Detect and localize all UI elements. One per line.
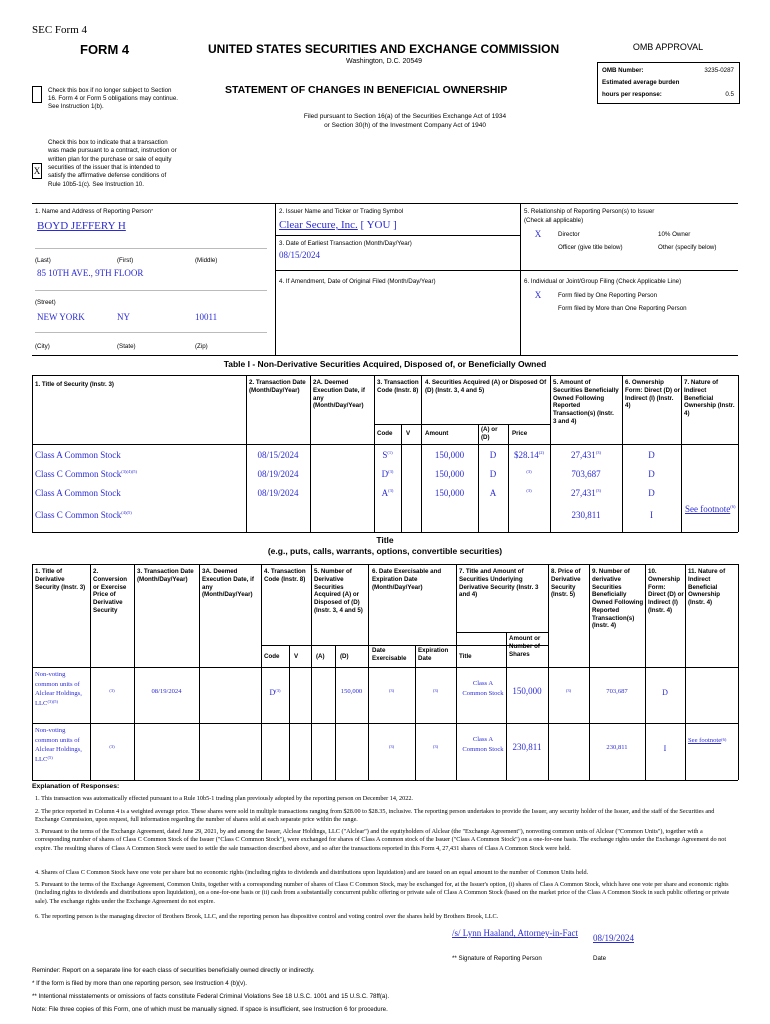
t1-h7: 7. Nature of Indirect Beneficial Ownership (Instr. 4) [684, 379, 735, 417]
footnote-ref: (1) [387, 450, 393, 455]
signature-name: /s/ Lynn Haaland, Attorney-in-Fact [452, 928, 578, 938]
derivative-price [548, 688, 589, 696]
omb-hours-label: hours per response: [602, 91, 662, 98]
owned-text: 27,431 [571, 488, 596, 498]
owned-text: 703,687 [571, 469, 601, 479]
reporting-person-name[interactable]: BOYD JEFFERY H [37, 220, 126, 232]
omb-number-label: OMB Number: [602, 67, 644, 74]
amount-owned [550, 469, 622, 480]
checkbox-section16[interactable] [32, 86, 42, 103]
table2-row [32, 726, 738, 778]
footnote-ref: (3) [388, 744, 395, 749]
box5-sub: (Check all applicable) [524, 217, 584, 224]
footnote-ref: (3) [565, 688, 572, 693]
table2-subtitle: (e.g., puts, calls, warrants, options, convertible securities) [267, 546, 503, 556]
signature-label: ** Signature of Reporting Person [452, 955, 542, 962]
derivative-title-text: Non-voting common units of Alclear Holdings, LLC [35, 727, 82, 763]
t1-h2a: 2A. Deemed Execution Date, if any (Month/Day/Year) [313, 379, 365, 410]
t2-h3a: 3A. Deemed Execution Date, if any (Month/Day/Year) [202, 568, 254, 599]
transaction-date: 08/19/2024 [257, 469, 299, 479]
omb-approval-title: OMB APPROVAL [632, 42, 704, 52]
reminder-1: Reminder: Report on a separate line for each class of securities beneficially owned directly or indirectly. [32, 967, 315, 974]
transaction-code [374, 450, 401, 461]
owned-text: 230,811 [571, 510, 601, 520]
t1-h3: 3. Transaction Code (Instr. 8) [377, 379, 419, 394]
t1-h2: 2. Transaction Date (Month/Day/Year) [249, 379, 306, 394]
ten-percent-owner-label: 10% Owner [658, 231, 691, 238]
box1-label: 1. Name and Address of Reporting Person* [35, 208, 154, 215]
footnote-ref: (3) [595, 488, 601, 493]
date-exercisable [368, 744, 415, 752]
t2-h6: 6. Date Exercisable and Expiration Date (Month/Day/Year) [372, 568, 442, 591]
first-label: (First) [117, 257, 134, 264]
t2-v: V [294, 653, 299, 660]
code-text: A [381, 488, 389, 498]
footnote-ref: (3) [109, 688, 115, 693]
security-title [35, 469, 137, 480]
box6-label: 6. Individual or Joint/Group Filing (Check Applicable Line) [524, 278, 682, 285]
checkbox-10b5-1-mark: X [33, 166, 41, 176]
earliest-transaction-date: 08/15/2024 [279, 250, 321, 260]
derivative-title [35, 670, 90, 708]
footnote-ref: (3) [432, 688, 439, 693]
table1-row [32, 504, 738, 526]
security-title-text: Class A Common Stock [35, 450, 121, 460]
city-label: (City) [35, 343, 50, 350]
reminder-3: ** Intentional misstatements or omissions of facts constitute Federal Criminal Violations See 18 U.S.C. 1001 and 15 U.S.C. 78ff(a). [32, 993, 390, 1000]
filed-pursuant-2: or Section 30(h) of the Investment Company Act of 1940 [324, 122, 486, 129]
underlying-amount: 150,000 [512, 686, 542, 696]
derivative-code [261, 688, 289, 698]
footnote-ref: (2) [538, 450, 544, 455]
t1-v: V [406, 430, 411, 437]
issuer-ticker[interactable]: Clear Secure, Inc. [ YOU ] [279, 219, 397, 231]
transaction-date: 08/15/2024 [257, 450, 299, 460]
t2-h10: 10. Ownership Form: Direct (D) or Indirect (I) (Instr. 4) [648, 568, 684, 614]
t1-ad: (A) or (D) [481, 426, 498, 441]
t2-h4: 4. Transaction Code (Instr. 8) [264, 568, 306, 583]
city-value: NEW YORK [37, 312, 85, 322]
transaction-code [374, 488, 401, 499]
t1-h5: 5. Amount of Securities Beneficially Owned Following Reported Transaction(s) (Instr. 3 and 4) [553, 379, 619, 425]
expiration-date [415, 744, 456, 752]
footnote-ref: (3)(5) [47, 698, 58, 704]
footnote-ref: (3) [388, 469, 394, 474]
form-title: FORM 4 [80, 42, 130, 57]
footnote-ref: (3)(4)(5) [121, 469, 138, 474]
filed-pursuant-1: Filed pursuant to Section 16(a) of the Securities Exchange Act of 1934 [303, 113, 507, 120]
more-reporting-label: Form filed by More than One Reporting Person [558, 305, 687, 312]
price-text: $28.14 [514, 450, 539, 460]
t2-amount-shares: Amount or Number of Shares [509, 635, 541, 658]
t2-h3: 3. Transaction Date (Month/Day/Year) [137, 568, 194, 583]
footnote-ref: (6) [730, 504, 736, 509]
table2-row [32, 670, 738, 722]
security-title [35, 450, 121, 461]
footnote-ref: (3) [595, 450, 601, 455]
omb-number: 3235-0287 [704, 67, 734, 74]
amount-owned [550, 450, 622, 461]
table2-title: Title [376, 535, 394, 545]
middle-label: (Middle) [195, 257, 218, 264]
nature-text[interactable]: See footnote [685, 504, 731, 514]
code-text: D [269, 688, 276, 697]
t2-h5: 5. Number of Derivative Securities Acquired (A) or Disposed of (D) (Instr. 3, 4 and 5) [314, 568, 363, 614]
t2-h1: 1. Title of Derivative Security (Instr. 3) [35, 568, 86, 591]
other-label: Other (specify below) [658, 244, 717, 251]
checkbox-section16-text: Check this box if no longer subject to Section 16. Form 4 or Form 5 obligations may continue. See Instruction 1(b). [48, 87, 178, 110]
amount: 150,000 [434, 488, 465, 498]
table1-row [32, 450, 738, 466]
ticker-symbol: YOU [366, 219, 391, 231]
underlying-amount: 230,811 [512, 742, 542, 752]
t2-title: Title [459, 653, 472, 660]
director-label: Director [558, 231, 580, 238]
derivative-title [35, 726, 90, 764]
director-mark[interactable]: X [534, 229, 542, 239]
t2-exp: Expiration Date [418, 647, 449, 662]
explanation-note: 1. This transaction was automatically effected pursuant to a Rule 10b5-1 trading plan previously adopted by the reporting person on December 14, 2022. [35, 795, 413, 802]
street-value: 85 10TH AVE., 9TH FLOOR [37, 268, 144, 278]
security-title [35, 488, 121, 499]
footnote-ref: (3) [526, 488, 532, 493]
underlying-title: Class A Common Stock [462, 736, 504, 753]
explanation-note: 4. Shares of Class C Common Stock have one vote per share but no economic rights (including rights to dividends and distributions upon liquidation) and are issued on an equal amount to the number of Common Units held. [35, 869, 589, 876]
nature-ownership[interactable] [685, 504, 737, 514]
last-label: (Last) [35, 257, 51, 264]
footnote-ref: (5) [47, 754, 53, 760]
box2-label: 2. Issuer Name and Ticker or Trading Symbol [279, 208, 404, 215]
footnote-ref: (6) [721, 737, 727, 742]
table1-title: Table I - Non-Derivative Securities Acquired, Disposed of, or Beneficially Owned [223, 359, 547, 369]
t1-h6: 6. Ownership Form: Direct (D) or Indirect (I) (Instr. 4) [625, 379, 681, 410]
derivative-disposed: 150,000 [340, 688, 363, 695]
box4-label: 4. If Amendment, Date of Original Filed (Month/Day/Year) [279, 278, 436, 285]
box3-label: 3. Date of Earliest Transaction (Month/Day/Year) [279, 240, 412, 247]
footnote-ref: (3) [388, 688, 395, 693]
zip-label: (Zip) [195, 343, 208, 350]
footnote-ref: (3) [526, 469, 532, 474]
checkbox-10b5-1[interactable] [32, 163, 42, 179]
street-label: (Street) [35, 299, 56, 306]
transaction-code [374, 469, 401, 480]
price [508, 469, 550, 480]
omb-hours: 0.5 [725, 91, 734, 98]
box5-label: 5. Relationship of Reporting Person(s) to Issuer [524, 208, 655, 215]
issuer-name[interactable]: Clear Secure, Inc. [279, 219, 358, 231]
ownership-form: D [648, 469, 655, 479]
t1-price: Price [512, 430, 528, 437]
t2-date-ex: Date Exercisable [372, 647, 407, 662]
commission-title: UNITED STATES SECURITIES AND EXCHANGE COMMISSION [208, 42, 560, 56]
footnote-ref: (3) [109, 744, 115, 749]
t2-h2: 2. Conversion or Exercise Price of Derivative Security [93, 568, 128, 614]
derivative-ownership-form: I [663, 744, 667, 753]
ownership-form: I [650, 510, 653, 520]
t2-h8: 8. Price of Derivative Security (Instr. 5) [551, 568, 581, 599]
date-exercisable [368, 688, 415, 696]
price [508, 450, 550, 461]
security-title-text: Class C Common Stock [35, 510, 122, 520]
derivative-nature[interactable] [688, 737, 738, 746]
t1-h4: 4. Securities Acquired (A) or Disposed Of (D) (Instr. 3, 4 and 5) [425, 379, 547, 394]
t1-h1: 1. Title of Security (Instr. 3) [35, 381, 114, 388]
price [508, 488, 550, 499]
t1-code: Code [377, 430, 393, 437]
ownership-form: D [648, 450, 655, 460]
table1-row [32, 469, 738, 485]
derivative-owned: 703,687 [606, 688, 628, 695]
t2-h9: 9. Number of derivative Securities Beneficially Owned Following Reported Transaction(s) (Instr. 4) [592, 568, 644, 630]
amount-owned [550, 488, 622, 499]
commission-city: Washington, D.C. 20549 [346, 58, 423, 65]
t2-a: (A) [316, 653, 325, 660]
explanation-note: 3. Pursuant to the terms of the Exchange Agreement, dated June 29, 2021, by and among the Issuer, Alclear Holdings, LLC ("Alclear") and the equityholders of Alclear (the "Exchange Agreement"), nonvoting common units of Alclear ("Common Units"), together with a corresponding number of shares of Class C Common Stock of the Issuer ("Class C Common Stock"), were exchanged for shares of Class A common stock of the Issuer ("Class A Common Stock") on a one-for-one basis. The exchange rights under the Exchange Agreement do not expire. The resulting shares of Class A Common Stock were used to settle the sale transaction described above, and so after the transactions reported in this Form 4, 27,431 shares of Class A Common Stock were held. [35, 828, 727, 852]
amount: 150,000 [434, 469, 465, 479]
state-value: NY [117, 312, 130, 322]
reminder-2: * If the form is filed by more than one reporting person, see Instruction 4 (b)(v). [32, 980, 247, 987]
omb-burden-label: Estimated average burden [602, 79, 680, 86]
security-title-text: Class A Common Stock [35, 488, 121, 498]
conversion-price [90, 688, 134, 696]
acquired-disposed: D [489, 450, 497, 460]
officer-label: Officer (give title below) [558, 244, 623, 251]
state-label: (State) [117, 343, 136, 350]
ownership-form: D [648, 488, 655, 498]
amount: 150,000 [434, 450, 465, 460]
sec-form-label: SEC Form 4 [32, 24, 88, 36]
explanation-note: 2. The price reported in Column 4 is a weighted average price. These shares were sold in multiple transactions ranging from $28.00 to $28.35, inclusive. The reporting person undertakes to provide the Issuer, any security holder of the Issuer, and the staff of the Securities and Exchange Commission, upon request, full information regarding the number of shares sold at each separate price within the range. [35, 808, 715, 824]
t1-amount: Amount [425, 430, 449, 437]
date-label: Date [593, 955, 607, 962]
reminder-4: Note: File three copies of this Form, one of which must be manually signed. If space is insufficient, see Instruction 6 for procedure. [32, 1006, 388, 1013]
acquired-disposed: D [489, 469, 497, 479]
checkbox-10b5-1-text: Check this box to indicate that a transaction was made pursuant to a contract, instruction or written plan for the purchase or sale of equity securities of the issuer that is intended to satisfy the affirmative defense conditions of Rule 10b5-1(c). See Instruction 10. [48, 139, 177, 188]
explanation-note: 5. Pursuant to the terms of the Exchange Agreement, Common Units, together with a corresponding number of shares of Class C Common Stock, may be exchanged for, at the Issuer's option, (i) shares of Class A Common Stock, which have one vote per share and economic rights (including rights to dividends and distributions upon liquidation), on a one-for-one basis or (ii) cash from a substantially concurrent public offering or private sale of Class A Common Stock (based on the market price of the Class A Common Stock in such public offering or private sale). The exchange rights under the Exchange Agreement do not expire. [35, 881, 730, 905]
derivative-ownership-form: D [662, 688, 668, 697]
t2-h11: 11. Nature of Indirect Beneficial Ownership (Instr. 4) [688, 568, 726, 606]
derivative-transaction-date: 08/19/2024 [151, 688, 182, 695]
acquired-disposed: A [489, 488, 497, 498]
explanation-note: 6. The reporting person is the managing director of Brothers Brook, LLC, and the reporting person has dispositive control and voting control over the shares held by Brothers Brook, LLC. [35, 913, 499, 920]
signature-date: 08/19/2024 [593, 933, 635, 943]
one-reporting-label: Form filed by One Reporting Person [558, 292, 658, 299]
one-reporting-mark[interactable]: X [534, 290, 542, 300]
t2-d: (D) [340, 653, 349, 660]
explanation-title: Explanation of Responses: [32, 783, 120, 790]
derivative-title-text: Non-voting common units of Alclear Holdings, LLC [35, 671, 82, 707]
t2-h7: 7. Title and Amount of Securities Underlying Derivative Security (Instr. 3 and 4) [459, 568, 539, 599]
amount-owned [550, 510, 622, 521]
transaction-date: 08/19/2024 [257, 488, 299, 498]
conversion-price [90, 744, 134, 752]
owned-text: 27,431 [571, 450, 596, 460]
security-title-text: Class C Common Stock [35, 469, 122, 479]
nature-text[interactable]: See footnote [688, 737, 722, 744]
derivative-owned: 230,811 [606, 744, 628, 751]
expiration-date [415, 688, 456, 696]
footnote-ref: (3) [275, 688, 281, 693]
footnote-ref: (3) [432, 744, 439, 749]
t2-code: Code [264, 653, 280, 660]
table1-row [32, 488, 738, 504]
security-title [35, 510, 132, 521]
footnote-ref: (4)(5) [121, 510, 132, 515]
footnote-ref: (3) [388, 488, 394, 493]
underlying-title: Class A Common Stock [462, 680, 504, 697]
code-text: D [381, 469, 389, 479]
statement-title: STATEMENT OF CHANGES IN BENEFICIAL OWNERSHIP [225, 84, 508, 96]
zip-value: 10011 [195, 312, 218, 322]
code-text: S [382, 450, 388, 460]
